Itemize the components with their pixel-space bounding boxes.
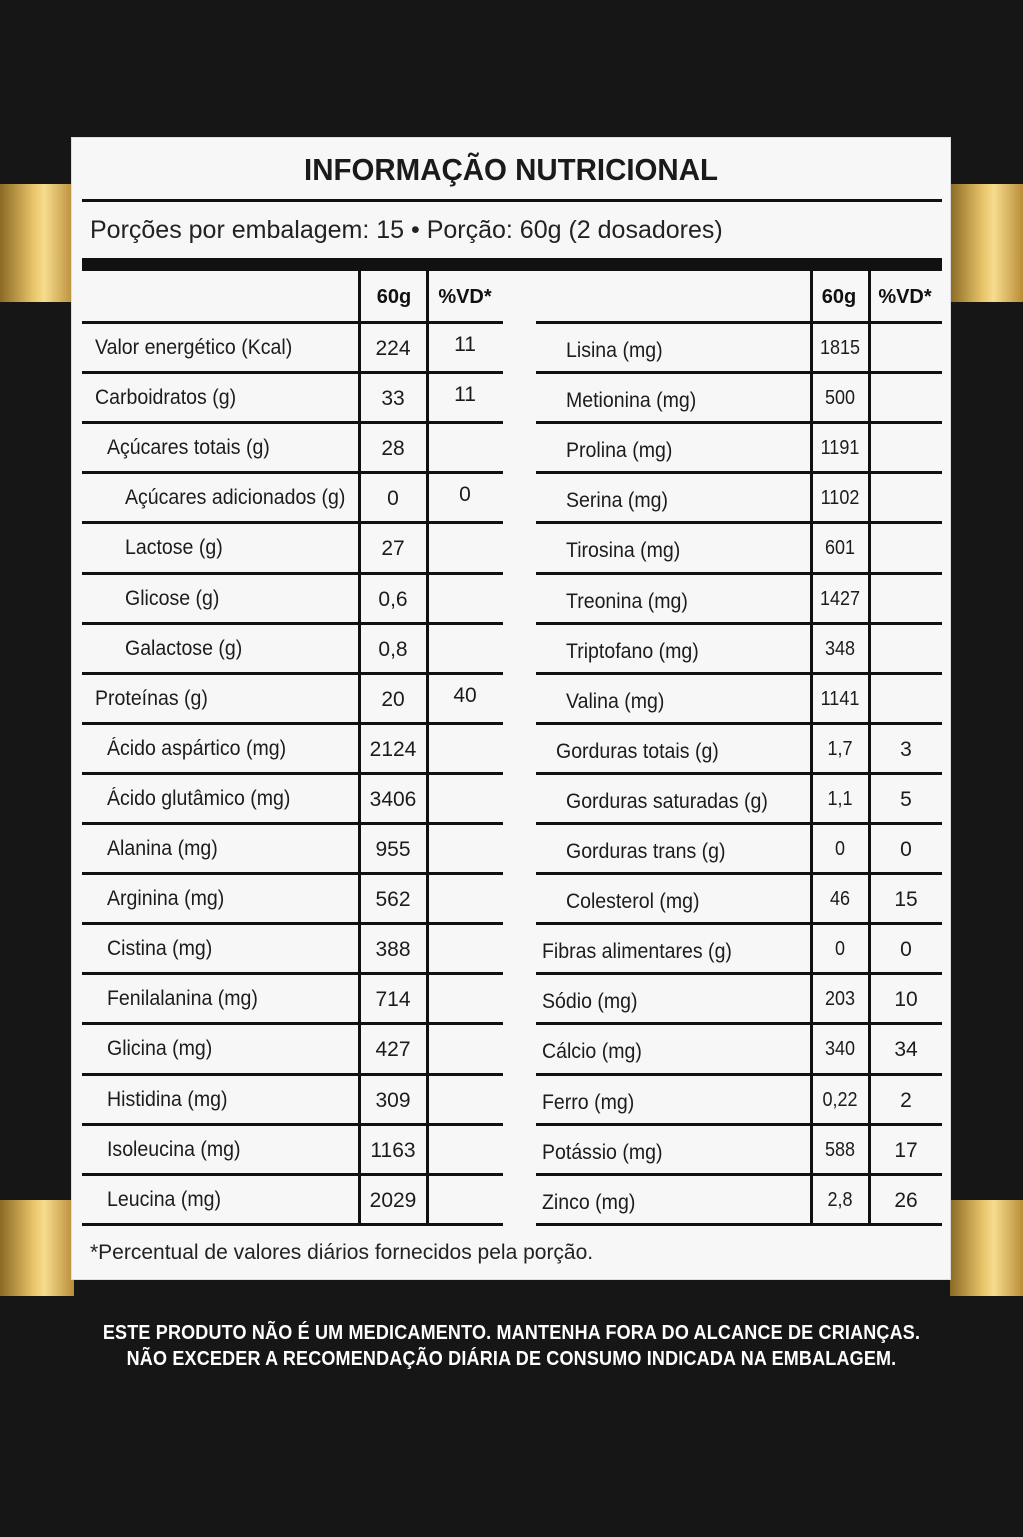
table-row [72,575,952,625]
nutrient-amount: 3406 [369,787,417,811]
nutrient-amount: 0,8 [378,637,408,661]
nutrient-dv: 17 [894,1138,918,1162]
nutrient-amount: 203 [824,988,856,1011]
nutrient-label: Glicose (g) [125,586,220,610]
nutrient-amount: 1102 [820,487,860,510]
left-header-dv: %VD* [438,286,492,308]
nutrient-amount: 309 [375,1088,411,1112]
nutrient-amount: 1191 [820,437,860,460]
nutrient-label: Isoleucina (mg) [107,1137,241,1161]
table-row [72,324,952,374]
nutrient-label: Açúcares totais (g) [107,436,270,460]
nutrient-label: Arginina (mg) [107,887,225,911]
nutrient-label: Carboidratos (g) [95,386,237,410]
nutrient-amount: 562 [375,888,411,912]
nutrient-label: Lisina (mg) [566,339,663,362]
nutrient-amount: 2029 [369,1188,417,1212]
nutrient-label: Ácido aspártico (mg) [107,736,287,760]
nutrient-amount: 955 [375,838,411,861]
nutrient-amount: 1,7 [827,737,853,760]
nutrient-amount: 1427 [819,587,861,610]
nutrient-label: Fenilalanina (mg) [107,987,258,1011]
nutrient-amount: 28 [381,437,405,461]
gold-band-left-bottom [0,1200,74,1296]
right-header-dv: %VD* [878,286,932,308]
nutrient-dv: 10 [894,988,918,1012]
nutrient-label: Colesterol (mg) [566,890,700,914]
table-row [72,1076,952,1126]
nutrient-amount: 1141 [820,687,860,710]
nutrient-amount: 601 [824,537,856,560]
table-row [72,725,952,775]
nutrient-amount: 0 [387,487,399,511]
nutrient-dv: 15 [894,888,918,912]
table-row [72,975,952,1025]
nutrient-amount: 27 [381,537,405,561]
nutrient-amount: 348 [824,637,856,660]
nutrient-amount: 2124 [369,737,417,761]
nutrient-label: Metionina (mg) [566,389,697,413]
table-row [72,1126,952,1176]
nutrient-amount: 224 [375,337,411,360]
table-row [72,524,952,574]
nutrient-dv: 11 [454,383,476,407]
nutrient-label: Zinco (mg) [542,1190,636,1214]
nutrient-label: Cálcio (mg) [542,1040,642,1064]
nutrient-amount: 1163 [370,1138,416,1162]
table-row [72,925,952,975]
nutrient-amount: 500 [824,387,856,410]
nutrient-label: Leucina (mg) [107,1187,221,1211]
nutrient-label: Ácido glutâmico (mg) [107,786,291,810]
nutrient-dv: 11 [454,333,476,356]
nutrient-amount: 0 [834,838,846,860]
table-row [72,775,952,825]
nutrient-label: Triptofano (mg) [566,639,699,663]
table-row [72,875,952,925]
nutrient-label: Sódio (mg) [542,990,638,1014]
table-row [72,374,952,424]
warning-line-1: ESTE PRODUTO NÃO É UM MEDICAMENTO. MANTENHA FORA DO ALCANCE DE CRIANÇAS. [102,1322,921,1344]
nutrient-label: Açúcares adicionados (g) [125,486,346,510]
nutrient-amount: 1,1 [827,787,853,810]
nutrient-label: Cistina (mg) [107,937,213,961]
nutrient-amount: 388 [375,938,411,962]
nutrient-label: Valina (mg) [566,689,665,713]
nutrient-label: Prolina (mg) [566,439,673,463]
nutrient-amount: 46 [829,888,851,911]
table-row [72,825,952,875]
table-row [72,424,952,474]
nutrient-dv: 40 [453,683,477,707]
nutrient-label: Ferro (mg) [542,1090,635,1114]
nutrient-label: Potássio (mg) [542,1140,663,1164]
nutrient-amount: 33 [381,387,405,411]
portion-info: Porções por embalagem: 15 • Porção: 60g (2 dosadores) [90,216,723,244]
nutrient-label: Gorduras saturadas (g) [566,789,768,813]
nutrient-label: Alanina (mg) [107,837,218,860]
nutrient-amount: 0 [834,938,846,961]
warning-line-2: NÃO EXCEDER A RECOMENDAÇÃO DIÁRIA DE CONSUMO INDICADA NA EMBALAGEM. [126,1348,897,1370]
table-row [72,675,952,725]
nutrient-label: Lactose (g) [125,536,223,560]
table-row [72,474,952,524]
right-header-amount: 60g [821,286,857,308]
nutrient-dv: 26 [894,1188,918,1212]
title-rule [82,199,942,202]
nutrient-label: Proteínas (g) [95,686,208,710]
table-row [72,1176,952,1226]
nutrient-label: Tirosina (mg) [566,539,681,563]
nutrient-dv: 0 [900,838,912,861]
nutrient-label: Glicina (mg) [107,1037,213,1061]
nutrient-label: Histidina (mg) [107,1087,228,1111]
nutrition-panel [71,137,951,1280]
gold-band-left-top [0,184,74,302]
nutrient-amount: 340 [824,1038,856,1061]
nutrient-amount: 2,8 [827,1188,853,1211]
nutrient-label: Gorduras totais (g) [556,739,719,763]
nutrient-amount: 0,22 [822,1088,858,1111]
nutrient-dv: 34 [894,1038,918,1062]
gold-band-right-top [950,184,1023,302]
nutrient-amount: 588 [824,1138,856,1161]
nutrient-label: Serina (mg) [566,489,669,513]
nutrient-amount: 20 [381,687,405,711]
nutrient-amount: 714 [375,988,411,1012]
nutrient-dv: 0 [459,483,471,507]
gold-band-right-bottom [950,1200,1023,1296]
thick-rule [82,258,942,271]
left-header-amount: 60g [376,286,412,308]
nutrient-label: Treonina (mg) [566,589,688,613]
nutrient-label: Galactose (g) [125,636,243,660]
nutrient-label: Valor energético (Kcal) [95,336,293,359]
panel-title: INFORMAÇÃO NUTRICIONAL [304,152,718,187]
nutrient-amount: 0,6 [378,587,408,611]
nutrient-dv: 2 [900,1088,912,1112]
nutrient-label: Fibras alimentares (g) [542,940,732,964]
nutrient-dv: 5 [900,787,912,811]
table-row [72,625,952,675]
nutrient-label: Gorduras trans (g) [566,840,726,863]
row-rule [536,1223,942,1226]
nutrient-dv: 0 [900,938,912,962]
nutrient-dv: 3 [900,737,912,761]
nutrient-amount: 427 [375,1038,411,1062]
table-row [72,1025,952,1075]
nutrient-amount: 1815 [819,337,861,359]
footnote: *Percentual de valores diários fornecidos pela porção. [90,1241,594,1264]
